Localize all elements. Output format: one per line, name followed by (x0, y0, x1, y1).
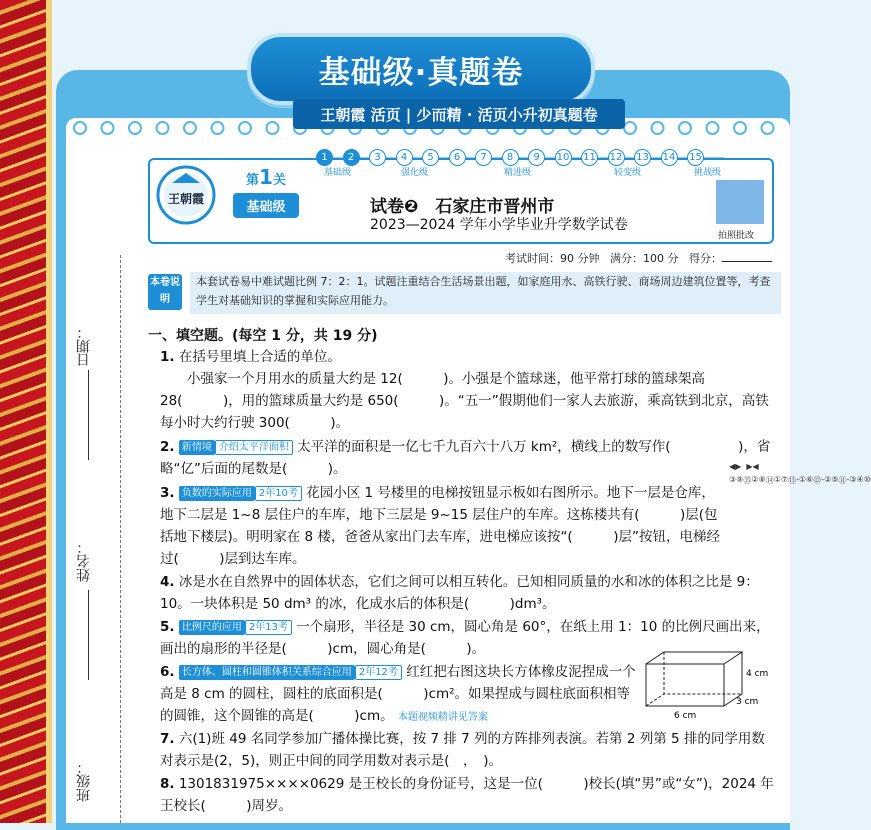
cuboid-length: 6 cm (674, 711, 697, 721)
progress-step: 8 (502, 149, 519, 166)
date-line (88, 370, 89, 460)
binder-hole (74, 122, 86, 134)
exam-meta (505, 250, 772, 266)
brand-logo (154, 163, 218, 233)
progress-step: 11 (581, 149, 598, 166)
elevator-button: ② (751, 475, 759, 484)
progress-step: 13 (634, 149, 651, 166)
decorative-ribbon (0, 0, 52, 823)
name-label: 姓名： (76, 540, 92, 582)
q2-tag: 新情境 (179, 440, 215, 455)
elevator-button: ⑫ (813, 476, 822, 485)
q6-video-link[interactable]: 本题视频精讲见答案 (397, 712, 488, 723)
q7-body: 六(1)班 49 名同学参加广播体操比赛，按 7 排 7 列的方阵排列表演。若第 2 列第 5 排的同学用数对表示是(2，5)，则正中间的同学用数对表示是( ， )。 (160, 731, 765, 769)
binder-hole (679, 122, 691, 134)
elevator-row (729, 475, 751, 488)
q3-body: 花园小区 1 号楼里的电梯按钮显示板如右图所示。地下一层是仓库，地下二层是 1~8 层住户的车库，地下三层是 9~15 层住户的车库。这栋楼共有( )层(包括地下楼层)。明明家在 8 楼，爸爸从家出门去车库，进电梯应该按“( )层”按钮，电梯经过( )层到达车库。 (160, 485, 720, 567)
q6-tag: 长方体、圆柱和圆锥体积关系综合应用 (179, 665, 355, 680)
binder-hole (734, 122, 746, 134)
progress-step: 14 (661, 149, 678, 166)
score-blank[interactable] (722, 261, 772, 262)
question-4: 4. 冰是水在自然界中的固体状态，它们之间可以相互转化。已知相同质量的水和冰的体积之比是 9：10。一块体积是 50 dm³ 的冰，化成水后的体积是( )dm³。 (160, 574, 759, 612)
q8-body: 130183197​5××××0629 是王校长的身份证号，这是一位( )校长(填“男”或“女”)，2024 年王校长( )周岁。 (160, 776, 774, 814)
elevator-button: ① (773, 475, 781, 484)
elevator-row (751, 475, 773, 488)
progress-stage-label: 精进级 (504, 168, 532, 178)
q5-tag: 比例尺的应用 (179, 620, 245, 635)
note-tag: 本卷说明 (148, 274, 182, 310)
elevator-button: ⑬ (788, 476, 797, 485)
elevator-button: -① (796, 475, 807, 484)
question-5: 5. 比例尺的应用 2年13考 一个扇形，半径是 30 cm，圆心角是 60°，在纸上用 1：10 的比例尺画出来，画出的扇形的半径是( )cm，圆心角是( )。 (160, 619, 770, 657)
binder-hole (157, 122, 169, 134)
elevator-button: ⑦ (780, 475, 789, 484)
q1-body: 小强家一个月用水的质量大约是 12( )。小强是个篮球迷，他平常打球的篮球架高 28( )，用的篮球质量大约是 650( )。“五一”假期他们一家人去旅游，乘高铁到北京，高铁每小时大约行驶 300( )。 (160, 371, 769, 431)
exam-score: 满分：100 分 (610, 252, 679, 265)
binder-hole (239, 122, 251, 134)
name-line (88, 590, 89, 680)
logo-text: 王朝霞 (167, 192, 205, 206)
q6-body: 红红把右图这块长方体橡皮泥捏成一个高是 8 cm 的圆柱，圆柱的底面积是( )cm²。如果捏成与圆柱底面积相等的圆锥，这个圆锥的高是( )cm。 (160, 664, 636, 724)
binder-hole (762, 122, 774, 134)
elevator-row (796, 475, 821, 488)
exam-title: 试卷❷ 石家庄市晋州市 (370, 197, 555, 217)
elevator-button: -② (821, 475, 832, 484)
progress-step: 2 (343, 149, 360, 166)
elevator-button: ③ (729, 475, 737, 484)
progress-step: 9 (528, 149, 545, 166)
q4-body: 冰是水在自然界中的固体状态，它们之间可以相互转化。已知相同质量的水和冰的体积之比是 9：10。一块体积是 50 dm³ 的冰，化成水后的体积是( )dm³。 (160, 574, 759, 612)
subbanner: 王朝霞 活页 | 少而精 · 活页小升初真题卷 (293, 99, 625, 129)
binder-hole (652, 122, 664, 134)
question-1: 1. 在括号里填上合适的单位。 小强家一个月用水的质量大约是 12( )。小强是个篮球迷，他平常打球的篮球架高 28( )，用的篮球质量大约是 650( )。“五一”假期他们一家人去旅游，乘高铁到北京，高铁每小时大约行驶 300( )。 (160, 349, 769, 431)
binding-line (120, 255, 121, 823)
q5-tag2: 2年13考 (245, 620, 292, 635)
question-6: 6. 长方体、圆柱和圆锥体积关系综合应用 2年12考 红红把右图这块长方体橡皮泥捏成一个高是 8 cm 的圆柱，圆柱的底面积是( )cm²。如果捏成与圆柱底面积相等的圆锥，这个圆锥的高是( )cm。 本题视频精讲见答案 (160, 664, 636, 724)
elevator-row (847, 475, 871, 488)
level-heading: 第1关 (246, 165, 286, 189)
section-title: 一、填空题。(每空 1 分，共 19 分) (148, 328, 378, 344)
cuboid-figure (640, 650, 770, 720)
elevator-top-icons: ◀▶ ▶◀ (729, 462, 759, 471)
q2-body: 太平洋的面积是一亿七千九百六十八万 km²，横线上的数写作( )，省略“亿”后面的尾数是( )。 (160, 439, 771, 477)
level-name: 基础级 (233, 193, 299, 218)
progress-stage-label: 较变级 (614, 168, 642, 178)
progress-step: 10 (555, 149, 572, 166)
note-text: 本套试卷易中难试题比例 7：2：1。试题注重结合生活场景出题，如家庭用水、高铁行驶、商场周边建筑位置等，考查学生对基础知识的掌握和实际应用能力。 (190, 272, 781, 314)
elevator-button: ⑨ (736, 475, 744, 484)
progress-step: 3 (369, 149, 386, 166)
elevator-button: ④ (856, 475, 864, 484)
binder-hole (267, 122, 279, 134)
date-label: 日期： (76, 325, 92, 367)
binder-hole (184, 122, 196, 134)
q3-tag2: 2年10考 (255, 486, 302, 501)
question-3: 3. 负数的实际应用 2年10考 花园小区 1 号楼里的电梯按钮显示板如右图所示。地下一层是仓库，地下二层是 1~8 层住户的车库，地下三层是 9~15 层住户的车库。这栋楼共有( )层(包括地下楼层)。明明家在 8 楼，爸爸从家出门去车库，进电梯应该按“( )层”按钮，电梯经过( )层到达车库。 (160, 485, 720, 567)
question-8: 8. 130183197​5××××0629 是王校长的身份证号，这是一位( )校长(填“男”或“女”)，2024 年王校长( )周岁。 (160, 776, 774, 814)
binder-hole (129, 122, 141, 134)
elevator-button: ⑤ (831, 475, 839, 484)
q2-tag2: 介绍太平洋面积 (215, 440, 293, 455)
level-progress (316, 148, 726, 178)
cuboid-height: 4 cm (746, 669, 769, 679)
elevator-button: ⑭ (765, 476, 774, 485)
binder-hole (102, 122, 114, 134)
qr-code[interactable] (716, 180, 764, 224)
binder-hole (707, 122, 719, 134)
exam-subtitle: 2023—2024 学年小学毕业升学数学试卷 (370, 217, 628, 233)
progress-step: 7 (475, 149, 492, 166)
level-box (233, 165, 299, 231)
progress-step: 6 (449, 149, 466, 166)
progress-step: 5 (422, 149, 439, 166)
progress-step: 1 (316, 149, 333, 166)
progress-step: 4 (396, 149, 413, 166)
q1-stem: 在括号里填上合适的单位。 (178, 349, 341, 365)
progress-stage-label: 基础级 (324, 168, 352, 178)
question-2: 2. 新情境 介绍太平洋面积 太平洋的面积是一亿七千九百六十八万 km²，横线上的数写作( )，省略“亿”后面的尾数是( )。 (160, 439, 771, 477)
q6-tag2: 2年12考 (355, 665, 402, 680)
elevator-button: ⑩ (863, 475, 871, 484)
elevator-row (821, 475, 846, 488)
progress-step: 12 (608, 149, 625, 166)
elevator-row (774, 475, 796, 488)
banner-title: 基础级·真题卷 (318, 54, 524, 91)
title-banner (247, 33, 595, 105)
score-label: 得分： (689, 252, 722, 265)
progress-stage-label: 强化级 (401, 168, 429, 178)
elevator-panel (729, 462, 871, 566)
qr-label: 拍照批改 (718, 231, 755, 241)
elevator-button: ⑧ (758, 475, 766, 484)
level-number: 1 (259, 165, 273, 189)
class-label: 班级： (76, 760, 92, 802)
elevator-button: -③ (846, 475, 857, 484)
binder-hole (624, 122, 636, 134)
elevator-button: ⑥ (806, 475, 814, 484)
elevator-button: ⑮ (743, 476, 752, 485)
question-7: 7. 六(1)班 49 名同学参加广播体操比赛，按 7 排 7 列的方阵排列表演。若第 2 列第 5 排的同学用数对表示是(2，5)，则正中间的同学用数对表示是( ， )。 (160, 731, 765, 769)
progress-stage-label: 挑战级 (694, 168, 722, 178)
q5-body: 一个扇形，半径是 30 cm，圆心角是 60°，在纸上用 1：10 的比例尺画出来，画出的扇形的半径是( )cm，圆心角是( )。 (160, 619, 770, 657)
binder-hole (212, 122, 224, 134)
exam-time: 考试时间：90 分钟 (505, 252, 600, 265)
progress-step: 15 (687, 149, 704, 166)
elevator-button: ⑪ (838, 476, 847, 485)
q3-tag: 负数的实际应用 (179, 486, 255, 501)
cuboid-width: 3 cm (736, 697, 759, 707)
